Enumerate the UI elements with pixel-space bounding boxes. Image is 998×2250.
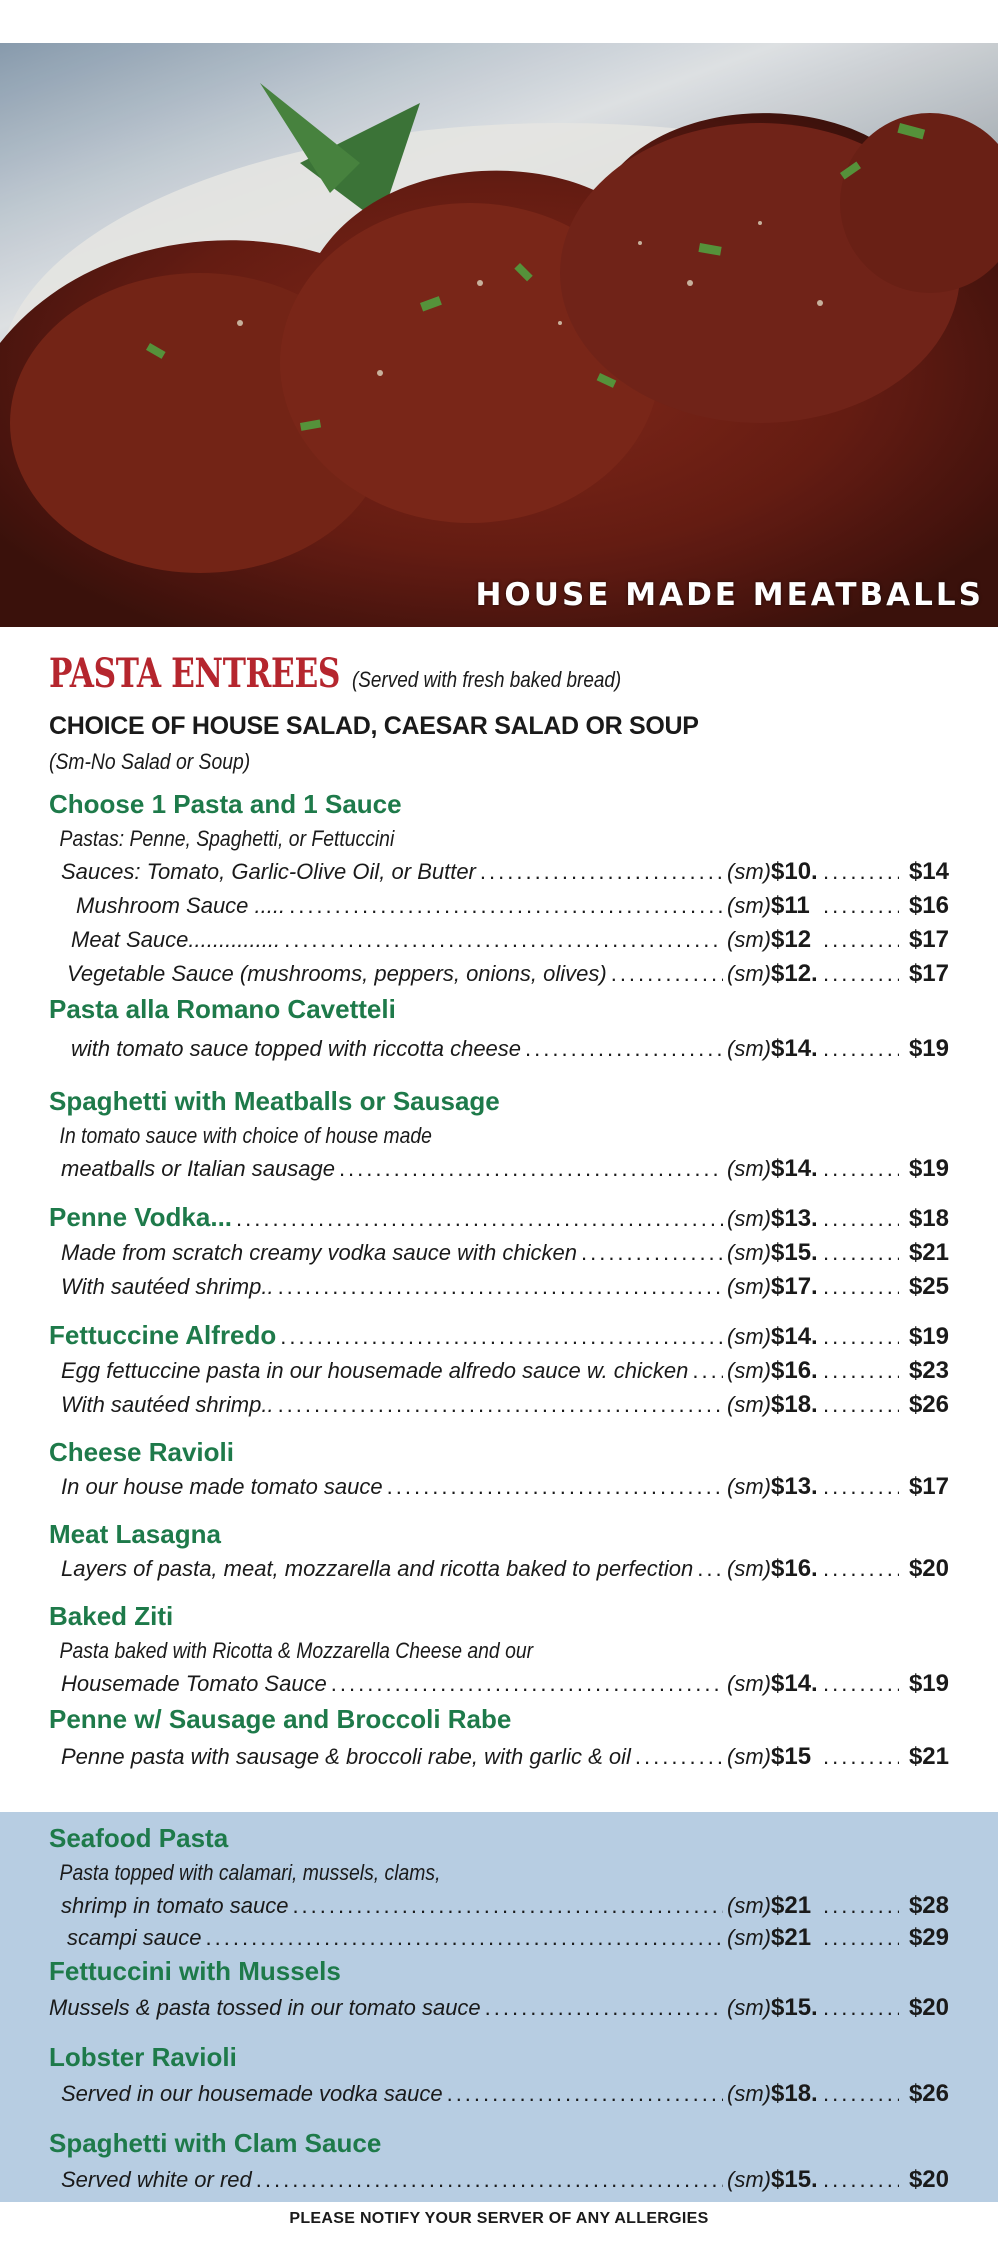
allergy-notice: PLEASE NOTIFY YOUR SERVER OF ANY ALLERGIES	[289, 2210, 709, 2227]
leader-dots	[339, 1152, 723, 1186]
full-price: $19	[908, 1670, 949, 1697]
small-tag: (sm)	[727, 1036, 771, 1061]
small-tag: (sm)	[727, 927, 771, 952]
menu-item-row	[49, 1354, 949, 1388]
small-tag: (sm)	[727, 1274, 771, 1299]
small-tag: (sm)	[727, 1556, 771, 1581]
full-price: $26	[908, 1391, 949, 1418]
leader-dots	[823, 1236, 899, 1270]
menu-item-row	[49, 1923, 949, 1953]
small-price: $12	[771, 926, 812, 953]
section-desc-meatballs: In tomato sauce with choice of house made	[59, 1123, 432, 1148]
leader-dots	[289, 889, 723, 923]
section-desc-ziti: Pasta baked with Ricotta & Mozzarella Cheese and our	[59, 1638, 534, 1663]
item-label: meatballs or Italian sausage	[61, 1156, 335, 1181]
leader-dots	[206, 1923, 723, 1953]
small-tag: (sm)	[727, 2167, 771, 2192]
leader-dots	[823, 1923, 899, 1953]
small-tag: (sm)	[727, 1156, 771, 1181]
small-price: $15.	[771, 2166, 818, 2193]
section-title-meatballs: Spaghetti with Meatballs or Sausage	[49, 1086, 500, 1116]
item-label: Mussels & pasta tossed in our tomato sauce	[49, 1995, 481, 2020]
leader-dots	[823, 2161, 899, 2199]
sm-note: (Sm-No Salad or Soup)	[49, 749, 251, 774]
leader-dots	[823, 1470, 899, 1504]
small-tag: (sm)	[727, 1893, 771, 1918]
small-price: $11	[771, 892, 810, 919]
menu-item-row	[49, 1388, 949, 1422]
full-price: $20	[908, 2166, 949, 2193]
full-price: $18	[908, 1205, 949, 1232]
leader-dots	[692, 1354, 723, 1388]
leader-dots	[525, 1027, 723, 1071]
section-title-lasagna: Meat Lasagna	[49, 1519, 221, 1549]
leader-dots	[823, 1889, 899, 1923]
full-price: $20	[908, 1994, 949, 2021]
section-title-alfredo: Fettuccine Alfredo	[49, 1320, 277, 1350]
leader-dots	[278, 1270, 723, 1304]
full-price: $17	[908, 926, 949, 953]
leader-dots	[284, 923, 723, 957]
item-label: Vegetable Sauce (mushrooms, peppers, onions, olives)	[67, 961, 607, 986]
section-title-vodka: Penne Vodka...	[49, 1202, 233, 1232]
small-tag: (sm)	[727, 1995, 771, 2020]
section-title-rabe: Penne w/ Sausage and Broccoli Rabe	[49, 1704, 512, 1734]
leader-dots	[480, 855, 723, 889]
item-label: Served in our housemade vodka sauce	[61, 2081, 443, 2106]
full-price: $19	[908, 1035, 949, 1062]
menu-item-row	[49, 1552, 949, 1586]
item-label: Meat Sauce...............	[71, 927, 281, 952]
menu-item-row	[49, 855, 949, 889]
item-label: With sautéed shrimp..	[61, 1274, 274, 1299]
full-price: $17	[908, 1473, 949, 1500]
item-label: Egg fettuccine pasta in our housemade alfredo sauce w. chicken	[61, 1358, 689, 1383]
small-tag: (sm)	[727, 961, 771, 986]
small-tag: (sm)	[727, 859, 771, 884]
leader-dots	[823, 2075, 899, 2113]
menu-item-row	[49, 1198, 949, 1236]
menu-item-row	[49, 1667, 949, 1701]
small-price: $14.	[771, 1035, 818, 1062]
menu-subtitle: (Served with fresh baked bread)	[352, 667, 622, 692]
section-title-cavetteli: Pasta alla Romano Cavetteli	[49, 994, 396, 1024]
small-tag: (sm)	[727, 2081, 771, 2106]
spacer	[49, 1586, 949, 1598]
full-price: $21	[908, 1239, 949, 1266]
leader-dots	[823, 1737, 899, 1777]
leader-dots	[823, 923, 899, 957]
full-price: $28	[908, 1892, 949, 1919]
small-price: $10.	[771, 858, 818, 885]
item-label: shrimp in tomato sauce	[61, 1893, 289, 1918]
small-price: $14.	[771, 1323, 818, 1350]
full-price: $29	[908, 1924, 949, 1951]
menu-content	[49, 650, 949, 1777]
leader-dots	[581, 1236, 723, 1270]
meatballs-illustration	[0, 43, 998, 627]
small-tag: (sm)	[727, 1744, 771, 1769]
small-tag: (sm)	[727, 1671, 771, 1696]
leader-dots	[823, 1354, 899, 1388]
leader-dots	[823, 1270, 899, 1304]
small-price: $13.	[771, 1473, 818, 1500]
small-price: $18.	[771, 2080, 818, 2107]
spacer	[49, 1422, 949, 1434]
section-title-lobster: Lobster Ravioli	[49, 2042, 237, 2072]
leader-dots	[611, 957, 723, 991]
menu-item-row	[49, 1027, 949, 1071]
seafood-content	[49, 1820, 949, 2199]
leader-dots	[447, 2075, 723, 2113]
menu-item-row	[49, 923, 949, 957]
full-price: $23	[908, 1357, 949, 1384]
full-price: $19	[908, 1155, 949, 1182]
full-price: $19	[908, 1323, 949, 1350]
section-title-ravioli: Cheese Ravioli	[49, 1437, 234, 1467]
section-title-ziti: Baked Ziti	[49, 1601, 174, 1631]
small-price: $13.	[771, 1205, 818, 1232]
item-label: with tomato sauce topped with riccotta cheese	[71, 1036, 522, 1061]
leader-dots	[823, 1200, 899, 1238]
small-price: $16.	[771, 1555, 818, 1582]
small-price: $18.	[771, 1391, 818, 1418]
menu-item-row	[49, 1989, 949, 2027]
spacer	[49, 2027, 949, 2039]
item-label: scampi sauce	[67, 1925, 202, 1950]
leader-dots	[292, 1889, 723, 1923]
menu-item-row	[49, 2075, 949, 2113]
leader-dots	[280, 1318, 723, 1356]
full-price: $25	[908, 1273, 949, 1300]
small-price: $21	[771, 1924, 812, 1951]
leader-dots	[823, 1152, 899, 1186]
leader-dots	[697, 1552, 723, 1586]
leader-dots	[485, 1989, 723, 2027]
small-tag: (sm)	[727, 893, 771, 918]
section-desc-choose: Pastas: Penne, Spaghetti, or Fettuccini	[59, 826, 395, 851]
item-label: Made from scratch creamy vodka sauce with chicken	[61, 1240, 577, 1265]
leader-dots	[236, 1200, 723, 1238]
section-title-mussels: Fettuccini with Mussels	[49, 1956, 341, 1986]
item-label: Served white or red	[61, 2167, 252, 2192]
leader-dots	[387, 1470, 723, 1504]
menu-item-row	[49, 889, 949, 923]
menu-item-row	[49, 1236, 949, 1270]
leader-dots	[823, 855, 899, 889]
item-label: Sauces: Tomato, Garlic-Olive Oil, or Butter	[61, 859, 476, 884]
small-tag: (sm)	[727, 1392, 771, 1417]
menu-item-row	[49, 2161, 949, 2199]
small-price: $17.	[771, 1273, 818, 1300]
item-label: Penne pasta with sausage & broccoli rabe, with garlic & oil	[61, 1744, 631, 1769]
item-label: With sautéed shrimp..	[61, 1392, 274, 1417]
leader-dots	[823, 957, 899, 991]
small-price: $15.	[771, 1239, 818, 1266]
menu-item-row	[49, 957, 949, 991]
small-tag: (sm)	[727, 1240, 771, 1265]
small-price: $21	[771, 1892, 812, 1919]
leader-dots	[823, 1552, 899, 1586]
section-desc-seafood: Pasta topped with calamari, mussels, clams,	[59, 1860, 441, 1885]
small-tag: (sm)	[727, 1925, 771, 1950]
photo-caption: HOUSE MADE MEATBALLS	[475, 577, 984, 613]
full-price: $21	[908, 1743, 949, 1770]
menu-item-row	[49, 1152, 949, 1186]
small-price: $16.	[771, 1357, 818, 1384]
item-label: Layers of pasta, meat, mozzarella and ricotta baked to perfection	[61, 1556, 694, 1581]
menu-title: PASTA ENTREES	[49, 650, 340, 697]
meatballs-photo	[0, 43, 998, 627]
section-title-clam: Spaghetti with Clam Sauce	[49, 2128, 382, 2158]
full-price: $20	[908, 1555, 949, 1582]
spacer	[49, 1304, 949, 1316]
item-label: Mushroom Sauce .....	[76, 893, 286, 918]
section-title-seafood: Seafood Pasta	[49, 1823, 229, 1853]
leader-dots	[823, 1318, 899, 1356]
leader-dots	[256, 2161, 723, 2199]
leader-dots	[331, 1667, 723, 1701]
small-price: $15.	[771, 1994, 818, 2021]
menu-item-row	[49, 1316, 949, 1354]
seafood-section	[0, 1812, 998, 2202]
menu-item-row	[49, 1889, 949, 1923]
full-price: $14	[908, 858, 949, 885]
spacer	[49, 1071, 949, 1083]
small-tag: (sm)	[727, 1206, 771, 1231]
spacer	[49, 1186, 949, 1198]
leader-dots	[823, 1989, 899, 2027]
full-price: $26	[908, 2080, 949, 2107]
menu-item-row	[49, 1470, 949, 1504]
spacer	[49, 1504, 949, 1516]
section-title-choose: Choose 1 Pasta and 1 Sauce	[49, 789, 402, 819]
full-price: $17	[908, 960, 949, 987]
leader-dots	[823, 1027, 899, 1071]
leader-dots	[823, 1667, 899, 1701]
item-label: Housemade Tomato Sauce	[61, 1671, 327, 1696]
small-price: $12.	[771, 960, 818, 987]
salad-choice: CHOICE OF HOUSE SALAD, CAESAR SALAD OR SOUP	[49, 712, 699, 740]
menu-item-row	[49, 1270, 949, 1304]
leader-dots	[823, 889, 899, 923]
item-label: In our house made tomato sauce	[61, 1474, 383, 1499]
small-price: $14.	[771, 1155, 818, 1182]
small-price: $15	[771, 1743, 812, 1770]
leader-dots	[635, 1737, 723, 1777]
menu-heading	[49, 650, 949, 708]
leader-dots	[278, 1388, 723, 1422]
small-tag: (sm)	[727, 1474, 771, 1499]
full-price: $16	[908, 892, 949, 919]
menu-item-row	[49, 1737, 949, 1777]
small-tag: (sm)	[727, 1358, 771, 1383]
spacer	[49, 2113, 949, 2125]
small-tag: (sm)	[727, 1324, 771, 1349]
small-price: $14.	[771, 1670, 818, 1697]
leader-dots	[823, 1388, 899, 1422]
